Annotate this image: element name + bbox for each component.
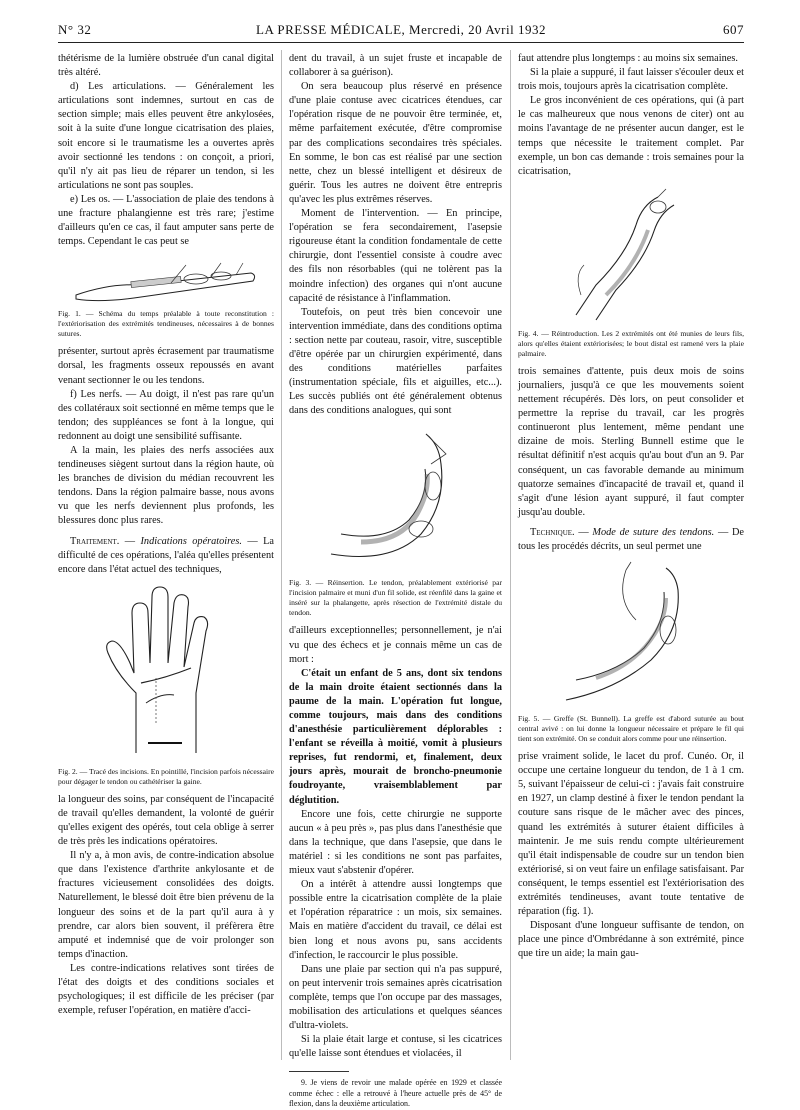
figure-3 [289, 424, 502, 618]
figure-3-caption: Fig. 3. — Réinsertion. Le tendon, préalablement extériorisé par l'incision palmaire et muni d'un fil solide, est réenfilé dans la gaine et inséré sur la phalangette, après résection de l'extrémité distale du tendon. [289, 578, 502, 618]
paragraph: Disposant d'une longueur suffisante de tendon, on place une pince d'Ombrédanne à son extrémité, pince que tire un aide; la main gau- [518, 920, 744, 960]
figure-2-caption: Fig. 2. — Tracé des incisions. En pointillé, l'incision parfois nécessaire pour dégager le tendon ou cathétériser la gaine. [58, 766, 274, 786]
footnote-rule [289, 1071, 349, 1072]
figure-4 [518, 185, 744, 359]
column-divider [510, 50, 511, 1060]
section-subheading: Indications opératoires. [140, 535, 242, 547]
page-number: 607 [723, 22, 744, 37]
paragraph: Dans une plaie par section qui n'a pas suppuré, on peut intervenir trois semaines après cicatrisation complète, temps que l'on occupe par des massages, mobilisation des articulations et quelques séances d'ultra-violets. [289, 963, 502, 1032]
paragraph: prise vraiment solide, le lacet du prof. Cunéo. Or, il occupe une certaine longueur du tendon, de 1 à 1 cm. 5, suivant l'épaisseur de celui-ci : j'avais fait construire en 1927, un clamp destiné à fixer le tendon pendant la couture sans risque de le mâcher avec des pinces, quand les extrémités à suturer étaient difficiles à maintenir. Je me suis rendu compte ultérieurement qu'il était indispensable de coudre sur un tendon bien extériorisé, si on veut faire un enfilage satisfaisant. Par conséquent, le temps essentiel est l'extériorisation des extrémités tendineuses, avant toute tentative de réparation (fig. 1). [518, 751, 744, 918]
paragraph: Si la plaie était large et contuse, si les cicatrices qu'elle laisse sont étendues et violacées, il [289, 1034, 502, 1060]
paragraph: De tous les procédés décrits, un seul permet une [518, 526, 744, 552]
paragraph: Toutefois, on peut très bien concevoir une intervention immédiate, dans des conditions optima : section nette par couteau, rasoir, vitre, susceptible d'être opérée par un chirurgien expérimenté, dans des conditions matérielles parfaites (instrumentation spéciale, fils et aiguilles, etc...). Les succès publiés ont été généralement obtenus dans des conditions analogues, qui sont [289, 306, 502, 417]
paragraph: La difficulté de ces opérations, l'aléa qu'elles présentent encore dans l'état actuel des techniques, [58, 535, 275, 575]
figure-1 [58, 255, 274, 339]
paragraph: Encore une fois, cette chirurgie ne supporte aucun « à peu près », pas plus dans l'anesthésie que dans la technique, que dans l'asepsie, que dans le matériel : si les conditions ne sont pas parfaites, mieux vaut s'abstenir d'opérer. [289, 808, 502, 877]
paragraph: trois semaines d'attente, puis deux mois de soins journaliers, jusqu'à ce que les mouvements soient nettement récupérés. Dès lors, on peut consolider et permettre la reprise du travail, car les progrès continueront plus lentement, même pendant une dizaine de mois. Sterling Bunnell estime que le résultat définitif n'est acquis qu'au bout d'un an 9. Par conséquent, un cas favorable demande au minimum quatorze semaines d'incapacité de travail et, quand il s'agit d'une lésion ayant suppuré, il faut compter jusqu'au double. [518, 365, 744, 518]
paragraph: thétérisme de la lumière obstruée d'un canal digital très altéré. [58, 53, 274, 79]
paragraph: Si la plaie a suppuré, il faut laisser s'écouler deux et trois mois, toujours après la cicatrisation complète. [518, 67, 744, 93]
finger-extension-illustration [71, 255, 261, 305]
tendon-graft-illustration [556, 560, 706, 710]
figure-2 [58, 583, 274, 787]
journal-title: LA PRESSE MÉDICALE, Mercredi, 20 Avril 1932 [256, 22, 546, 37]
paragraph: On sera beaucoup plus réservé en présence d'une plaie contuse avec cicatrices étendues, car l'opération risque de ne pouvoir être terminée, et, même parfaitement exécutée, d'être compromise par des complications secondaires très spéciales. En somme, le bon cas est réalisé par une section nette, chez un blessé intelligent et désireux de guérir. Tous les autres ne doivent être entrepris qu'avec les plus extrêmes réserves. [289, 81, 502, 205]
figure-4-caption: Fig. 4. — Réintroduction. Les 2 extrémités ont été munies de leurs fils, alors qu'elles étaient extériorisées; le bout distal est ramené vers la plaie palmaire. [518, 328, 744, 358]
paragraph: Il n'y a, à mon avis, de contre-indication absolue que dans l'existence d'arthrite ankylosante et de fractures vicieusement consolidées des doigts. Naturellement, le blessé doit être bien prévenu de la longueur des soins et de la part qu'il aura à y prendre, car alors bien souvent, il préfèrera être amputé et indemnisé que de voir prolonger son temps d'inaction. [58, 850, 274, 960]
paragraph: C'était un enfant de 5 ans, dont six tendons de la main droite étaient sectionnés dans la paume de la main. L'opération fut longue, comme toujours, mais dans des conditions d'anesthésie particulièrement déplorables : l'enfant se réveilla à moitié, vomit à plusieurs reprises, fut rendormi, et, finalement, deux jours après, mourait de broncho-pneumonie foudroyante, vraisemblablement par déglutition. [289, 667, 502, 806]
paragraph: On a intérêt à attendre aussi longtemps que possible entre la cicatrisation complète de la plaie et l'opération réparatrice : un mois, six semaines. Mais en matière d'accident du travail, ce délai est bien long et nous avons pu, sans accidents d'infection, le raccourcir le plus possible. [289, 879, 502, 961]
column-2 [289, 52, 502, 1110]
section-subheading: Mode de suture des tendons. [592, 526, 715, 538]
issue-number: N° 32 [58, 22, 92, 37]
page-header [58, 22, 744, 38]
paragraph: A la main, les plaies des nerfs associées aux tendineuses siègent surtout dans la région haute, où les branches de division du médian recouvrent les tendons. Dans la région palmaire basse, nous avons vu que les nerfs deviennent plus profonds, les blessures donc plus rares. [58, 444, 274, 527]
paragraph: Les contre-indications relatives sont tirées de l'état des doigts et des conditions sociales et psychologiques; il est difficile de les préciser (par exemple, refuser l'opération, en matière d'acci- [58, 962, 274, 1017]
column-1: thétérisme de la lumière obstruée d'un canal digital très altéré. d) Les articulations. — Généralement les articulations sont indemnes, surtout en cas de section simple; mais elles peuvent être ankylosées, soit à la suite d'une longue cicatrisation des plaies, soit encore si le traumatisme les a ouvertes après avoir sectionné les tendons : on conçoit, a priori, qu'il n'y ait pas lieu de réparer un tendon, si les articulations ne sont pas souples. e) Les os. — L'association de plaie des tendons à une fracture phalangienne est très rare; j'estime d'ailleurs qu'en ce cas, il faut amputer sans perte de temps. Cependant le cas peut se Fig. 1. — Schéma du temps préalable à toute reconstitution : l'extériorisation des extrémités tendineuses, nécessaires à de bonnes sutures. présenter, surtout après écrasement par traumatisme dorsal, les fragments osseux repoussés en avant venant sectionner le ou les tendons. f) Les nerfs. — Au doigt, il n'est pas rare qu'un des collatéraux soit sectionné en même temps que le tendon; des suppléances se font à la longue, qui redonnent au doigt une sensibilité suffisante. A la main, les plaies des nerfs associées aux tendineuses siègent surtout dans la région haute, où les branches de division du médian recouvrent les tendons. Dans la région palmaire basse, nous avons vu que les nerfs deviennent plus profonds, les blessures donc plus rares. Traitement. — Indications opératoires. — La difficulté de ces opérations, l'aléa qu'elles présentent encore dans l'état actuel des techniques, Fig. 2. — Tracé des incisions. En pointillé, l'incision parfois nécessaire pour dégager le tendon ou cathétériser la gaine. la longueur des soins, par conséquent de l'incapacité de travail qu'elles demandent, la volonté de guérir qu'elles exigent des opérés, tout cela oblige à serrer de très près les indications opératoires. Il n'y a, à mon avis, de contre-indication absolue que dans l'existence d'arthrite ankylosante et de fractures vicieusement consolidées des doigts. Naturellement, le blessé doit être bien prévenu de la longueur des soins et de la part qu'il aura à y prendre, car alors bien souvent, il préfèrera être amputé et indemnisé que de voir prolonger son temps d'inaction. Les contre-indications relatives sont tirées de l'état des doigts et des conditions sociales et psychologiques; il est difficile de les préciser (par exemple, refuser l'opération, en matière d'acci- [58, 52, 274, 1018]
paragraph: dent du travail, à un sujet fruste et incapable de collaborer à sa guérison). [289, 53, 502, 79]
footnote: 9. Je viens de revoir une malade opérée en 1929 et classée comme échec : elle a retrouvé à l'heure actuelle près de 45° de flexion, dans la deuxième articulation. [289, 1078, 502, 1109]
paragraph: f) Les nerfs. — Au doigt, il n'est pas rare qu'un des collatéraux soit sectionné en même temps que le tendon; des suppléances se font à la longue, qui redonnent au doigt une sensibilité suffisante. [58, 388, 274, 442]
figure-5-caption: Fig. 5. — Greffe (St. Bunnell). La greffe est d'abord suturée au bout central avivé : on lui donne la longueur nécessaire et prépare le fil qui tient son extrémité. On se conduit alors comme pour une réinsertion. [518, 714, 744, 744]
paragraph: e) Les os. — L'association de plaie des tendons à une fracture phalangienne est très rare; j'estime d'ailleurs qu'en ce cas, il faut amputer sans perte de temps. Cependant le cas peut se [58, 193, 274, 248]
paragraph: Le gros inconvénient de ces opérations, qui (à part le cas malheureux que nous venons de citer) ont au moins l'avantage de ne présenter aucun danger, est le temps que nécessite le traitement complet. Par exemple, un bon cas demande : trois semaines pour la cicatrisation, [518, 95, 744, 177]
column-divider [281, 50, 282, 1060]
paragraph: faut attendre plus longtemps : au moins six semaines. [518, 53, 738, 64]
paragraph: Moment de l'intervention. — En principe, l'opération se fera secondairement, l'asepsie rigoureuse étant la condition fondamentale de cette chirurgie, dont l'essentiel consiste à coudre avec des fils non résorbables (qui ne tolèrent pas la moindre infection) des organes qui n'ont aucune capacité de résistance à l'inflammation. [289, 208, 502, 304]
paragraph: la longueur des soins, par conséquent de l'incapacité de travail qu'elles demandent, la volonté de guérir qu'elles exigent des opérés, tout cela oblige à serrer de très près les indications opératoires. [58, 793, 274, 848]
section-heading: Technique. [530, 526, 575, 538]
header-rule [58, 42, 744, 43]
paragraph: présenter, surtout après écrasement par traumatisme dorsal, les fragments osseux repoussés en avant venant sectionner le ou les tendons. [58, 346, 274, 386]
paragraph: d) Les articulations. — Généralement les articulations sont indemnes, surtout en cas de section simple; mais elles peuvent être ankylosées, soit à la suite d'une longue cicatrisation des plaies, soit encore si le traumatisme les a ouvertes après avoir sectionné les tendons : on conçoit, a priori, qu'il n'y ait pas lieu de réparer un tendon, si les articulations ne sont pas souples. [58, 81, 274, 191]
figure-5 [518, 560, 744, 744]
paragraph: d'ailleurs exceptionnelles; personnellement, je n'ai vu que des échecs et je connais même un cas de mort : [289, 625, 502, 665]
column-3: faut attendre plus longtemps : au moins six semaines. Si la plaie a suppuré, il faut laisser s'écouler deux et trois mois, toujours après la cicatrisation complète. Le gros inconvénient de ces opérations, qui (à part le cas malheureux que nous venons de citer) ont au moins l'avantage de ne présenter aucun danger, est le temps que nécessite le traitement complet. Par exemple, un bon cas demande : trois semaines pour la cicatrisation, Fig. 4. — Réintroduction. Les 2 extrémités ont été munies de leurs fils, alors qu'elles étaient extériorisées; le bout distal est ramené vers la plaie palmaire. trois semaines d'attente, puis deux mois de soins journaliers, jusqu'à ce que les mouvements soient nettement récupérés. Dès lors, on peut consolider et permettre la reprise du travail, car les progrès continueront plus lentement, même pendant une dizaine de mois. Sterling Bunnell estime que le résultat définitif n'est acquis qu'au bout d'un an 9. Par conséquent, un cas favorable demande au minimum quatorze semaines d'incapacité de travail et, quand il s'agit d'une lésion ayant suppuré, il faut compter jusqu'au double. Technique. — Mode de suture des tendons. — De tous les procédés décrits, un seul permet une Fig. 5. — Greffe (St. Bunnell). La greffe est d'abord suturée au bout central avivé : on lui donne la longueur nécessaire et prépare le fil qui tient son extrémité. On se conduit alors comme pour une réinsertion. prise vraiment solide, le lacet du prof. Cunéo. Or, il occupe une certaine longueur du tendon, de 1 à 1 cm. 5, suivant l'épaisseur de celui-ci : j'avais fait construire en 1927, un clamp destiné à fixer le tendon pendant la couture sans risque de le mâcher avec des pinces, quand les extrémités à suturer étaient difficiles à maintenir. Je me suis rendu compte ultérieurement qu'il était indispensable de coudre sur un tendon bien extériorisé, si on veut faire un enfilage satisfaisant. Par conséquent, le temps essentiel est l'extériorisation des extrémités tendineuses, avant toute tentative de réparation (fig. 1). Disposant d'une longueur suffisante de tendon, on place une pince d'Ombrédanne à son extrémité, pince que tire un aide; la main gau- [518, 52, 744, 961]
tendon-reintroduction-illustration [566, 185, 696, 325]
tendon-reinsertion-illustration [321, 424, 471, 574]
section-heading: Traitement. [70, 535, 120, 547]
hand-incision-illustration [96, 583, 236, 763]
figure-1-caption: Fig. 1. — Schéma du temps préalable à toute reconstitution : l'extériorisation des extrémités tendineuses, nécessaires à de bonnes sutures. [58, 309, 274, 339]
